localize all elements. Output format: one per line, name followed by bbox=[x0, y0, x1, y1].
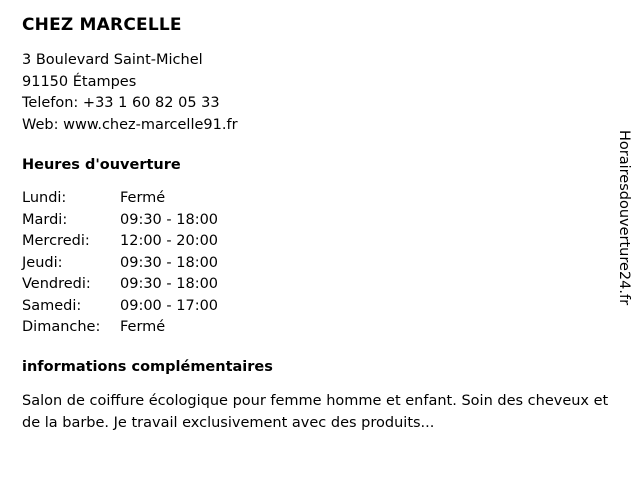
hours-day: Vendredi: bbox=[22, 276, 91, 292]
hours-time: 12:00 - 20:00 bbox=[120, 233, 219, 249]
table-row bbox=[22, 253, 218, 275]
address-block bbox=[22, 50, 592, 136]
table-row bbox=[22, 317, 218, 339]
additional-info-title: informations complémentaires bbox=[22, 358, 273, 375]
hours-time: 09:30 - 18:00 bbox=[120, 211, 219, 228]
phone-line: Telefon: +33 1 60 82 05 33 bbox=[22, 95, 220, 111]
hours-day: Mercredi: bbox=[22, 233, 90, 249]
additional-info-text: Salon de coiffure écologique pour femme homme et enfant. Soin des cheveux et de la barbe. Je travail exclusivement avec des produits... bbox=[22, 393, 609, 431]
table-row bbox=[22, 231, 218, 253]
table-row bbox=[22, 296, 218, 318]
hours-time: Fermé bbox=[120, 190, 166, 206]
table-row bbox=[22, 274, 218, 296]
hours-day: Dimanche: bbox=[22, 319, 101, 335]
hours-time: 09:00 - 17:00 bbox=[120, 297, 219, 314]
hours-time: Fermé bbox=[120, 319, 166, 335]
page-title: CHEZ MARCELLE bbox=[22, 15, 182, 35]
opening-hours-title: Heures d'ouverture bbox=[22, 157, 181, 173]
table-row bbox=[22, 210, 218, 232]
address-street: 3 Boulevard Saint-Michel bbox=[22, 52, 203, 68]
watermark-vertical-text: Horairesdouverture24.fr bbox=[616, 130, 632, 306]
opening-hours-table bbox=[22, 188, 218, 339]
hours-day: Mardi: bbox=[22, 211, 68, 228]
table-row bbox=[22, 188, 218, 210]
hours-time: 09:30 - 18:00 bbox=[120, 254, 219, 271]
hours-day: Lundi: bbox=[22, 190, 67, 206]
hours-day: Jeudi: bbox=[22, 254, 63, 271]
hours-day: Samedi: bbox=[22, 297, 82, 314]
business-card bbox=[22, 14, 609, 449]
website-line: Web: www.chez-marcelle91.fr bbox=[22, 116, 238, 133]
hours-time: 09:30 - 18:00 bbox=[120, 276, 219, 292]
address-city: 91150 Étampes bbox=[22, 73, 137, 90]
